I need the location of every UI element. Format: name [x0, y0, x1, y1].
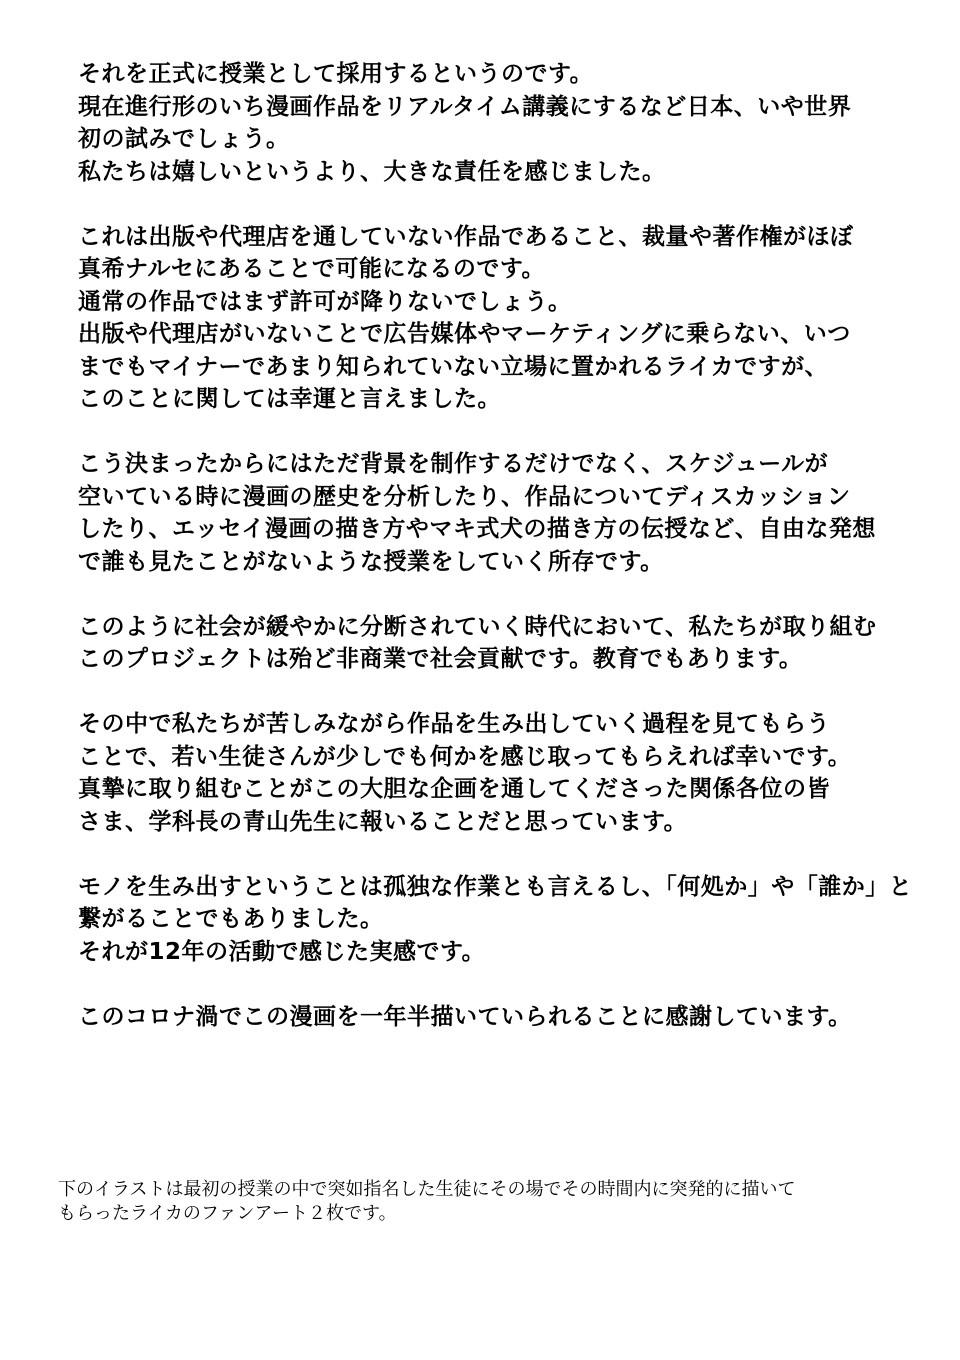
paragraph — [78, 611, 938, 676]
text-line: 出版や代理店がいないことで広告媒体やマーケティングに乗らない、いつ — [78, 321, 851, 347]
text-line: 真摯に取り組むことがこの大胆な企画を通してくださった関係各位の皆 — [78, 776, 830, 802]
text-line: このように社会が緩やかに分断されていく時代において、私たちが取り組む — [78, 613, 877, 640]
text-line: モノを生み出すということは孤独な作業とも言えるし、「何処か」や「誰か」と — [78, 873, 913, 900]
text-line: 初の試みでしょう。 — [78, 126, 290, 152]
footnote — [58, 1178, 938, 1226]
text-line: ことで、若い生徒さんが少しでも何かを感じ取ってもらえれば幸いです。 — [78, 743, 852, 770]
paragraph — [78, 708, 938, 838]
text-line: さま、学科長の青山先生に報いることだと思っています。 — [78, 808, 688, 835]
footnote-line: もらったライカのファンアート２枚です。 — [58, 1203, 397, 1224]
text-line: これは出版や代理店を通していない作品であること、裁量や著作権がほぼ — [78, 223, 854, 250]
text-line: したり、エッセイ漫画の描き方やマキ式犬の描き方の伝授など、自由な発想 — [78, 516, 876, 542]
text-line: 真希ナルセにあることで可能になるのです。 — [78, 256, 546, 282]
paragraph — [78, 1001, 938, 1034]
paragraph — [78, 871, 938, 969]
text-line: それを正式に授業として採用するというのです。 — [78, 61, 594, 87]
paragraph — [78, 221, 938, 416]
text-line: 繋がることでもありました。 — [78, 906, 384, 932]
text-line: このプロジェクトは殆ど非商業で社会貢献です。教育でもあります。 — [78, 646, 803, 672]
text-line: こう決まったからにはただ背景を制作するだけでなく、スケジュールが — [78, 451, 829, 477]
paragraph — [78, 448, 938, 578]
text-line: 私たちは嬉しいというより、大きな責任を感じました。 — [78, 158, 666, 185]
text-line: その中で私たちが苦しみながら作品を生み出していく過程を見てもらう — [78, 711, 830, 737]
text-line: 空いている時に漫画の歴史を分析したり、作品についてディスカッション — [78, 483, 851, 510]
text-line: 現在進行形のいち漫画作品をリアルタイム講義にするなど日本、いや世界 — [78, 93, 852, 120]
text-line: で誰も見たことがないような授業をしていく所存です。 — [78, 548, 664, 575]
text-line: このことに関しては幸運と言えました。 — [78, 386, 501, 412]
text-line: までもマイナーであまり知られていない立場に置かれるライカですが、 — [78, 353, 829, 380]
paragraph — [78, 58, 938, 188]
footnote-line: 下のイラストは最初の授業の中で突如指名した生徒にその場でその時間内に突発的に描いて — [58, 1179, 796, 1200]
main-body-text — [78, 58, 938, 1033]
text-line: それが12年の活動で感じた実感です。 — [78, 938, 486, 965]
text-line: 通常の作品ではまず許可が降りないでしょう。 — [78, 288, 572, 315]
text-line: このコロナ渦でこの漫画を一年半描いていられることに感謝しています。 — [78, 1003, 852, 1030]
